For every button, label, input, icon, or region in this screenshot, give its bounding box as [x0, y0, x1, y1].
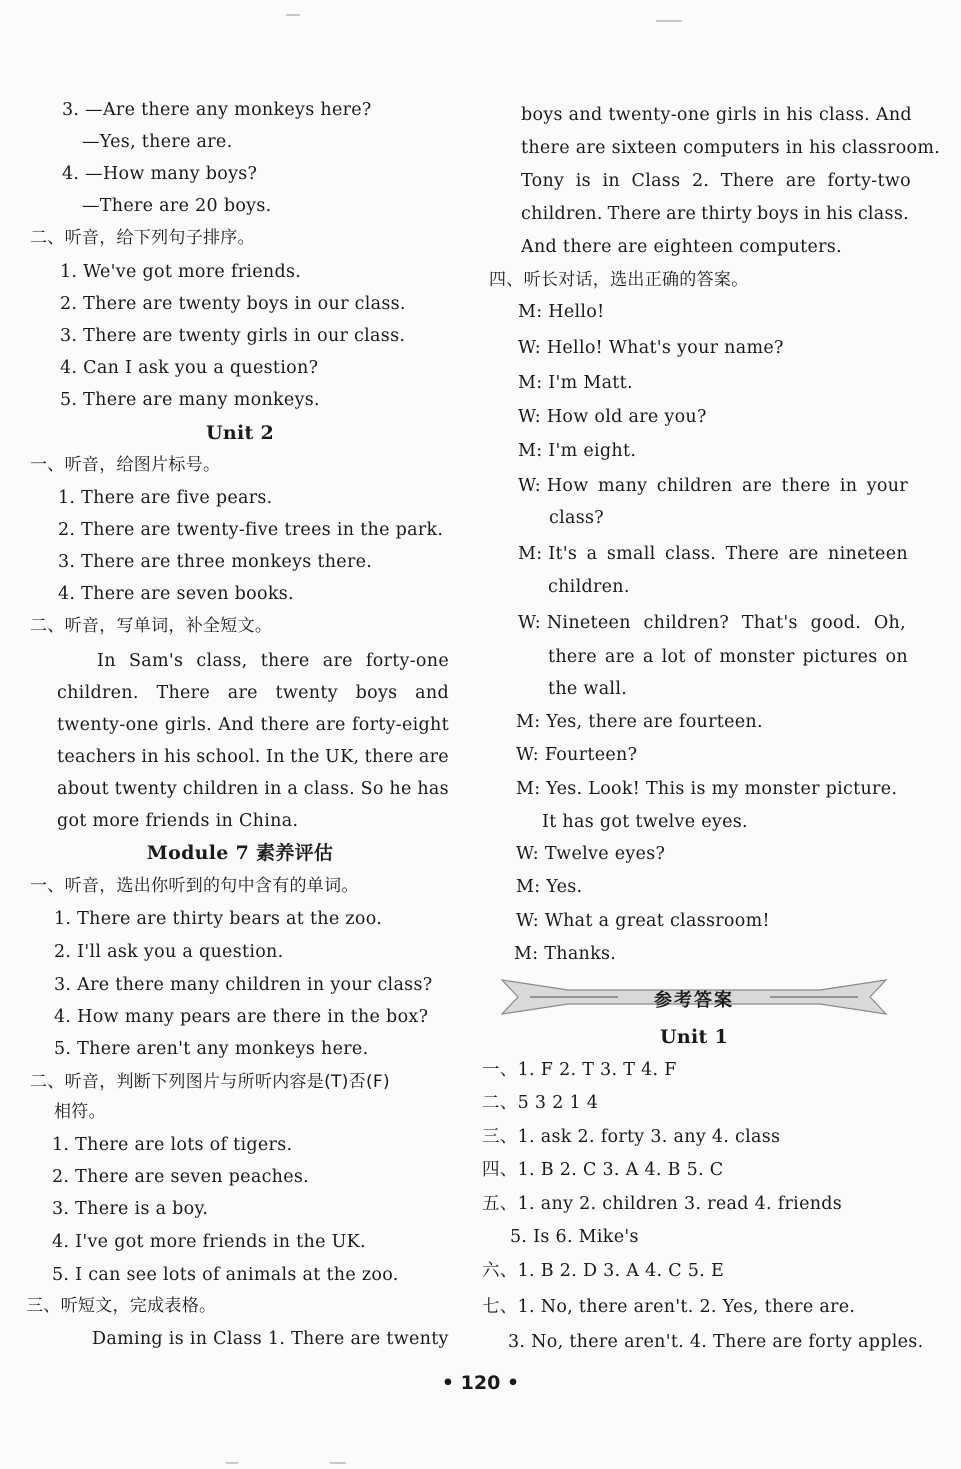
text-line: 2. There are twenty boys in our class.: [60, 294, 406, 314]
dialogue-line: class?: [549, 508, 604, 528]
section-heading: 四、听长对话，选出正确的答案。: [489, 270, 749, 290]
text-line: boys and twenty-one girls in his class. And: [521, 105, 912, 125]
section-heading: 一、听音，选出你听到的句中含有的单词。: [30, 876, 359, 896]
text-line: 5. There are many monkeys.: [60, 390, 320, 410]
dialogue-line: the wall.: [548, 679, 628, 699]
text-line: 4. I've got more friends in the UK.: [52, 1232, 366, 1252]
scan-mark: [656, 20, 682, 22]
dialogue-line: W: How old are you?: [518, 407, 707, 427]
text-line: children. There are thirty boys in his class.: [521, 204, 909, 224]
dialogue-line: M: Yes. Look! This is my monster picture.: [516, 779, 898, 799]
page-number: • 120 •: [441, 1372, 520, 1394]
text-line: there are sixteen computers in his classroom.: [521, 138, 941, 158]
passage-line: twenty-one girls. And there are forty-eight: [57, 715, 449, 735]
scan-mark: [226, 1462, 238, 1464]
text-line: 4. There are seven books.: [58, 584, 294, 604]
unit-heading: Unit 1: [659, 1026, 728, 1048]
text-line: 1. There are lots of tigers.: [52, 1135, 293, 1155]
dialogue-line: W: How many children are there in your: [518, 476, 908, 496]
text-line: —Yes, there are.: [82, 132, 233, 152]
text-line: 3. —Are there any monkeys here?: [62, 100, 372, 120]
answer-line: 七、1. No, there aren't. 2. Yes, there are.: [482, 1297, 856, 1317]
text-line: 5. There aren't any monkeys here.: [54, 1039, 369, 1059]
section-heading: 二、听音，给下列句子排序。: [30, 228, 255, 248]
dialogue-line: M: Hello!: [518, 302, 605, 322]
dialogue-line: W: What a great classroom!: [516, 911, 770, 931]
text-line: 2. I'll ask you a question.: [54, 942, 284, 962]
dialogue-line: M: It's a small class. There are nineteen: [518, 544, 908, 564]
text-line: 1. There are five pears.: [58, 488, 273, 508]
text-line: And there are eighteen computers.: [521, 237, 842, 257]
passage-line: In Sam's class, there are forty-one: [97, 651, 449, 671]
passage-line: about twenty children in a class. So he has: [57, 779, 449, 799]
answer-line: 六、1. B 2. D 3. A 4. C 5. E: [482, 1261, 725, 1281]
text-line: 2. There are twenty-five trees in the park.: [58, 520, 444, 540]
answer-line: 二、5 3 2 1 4: [482, 1093, 599, 1113]
passage-line: children. There are twenty boys and: [57, 683, 449, 703]
text-line: 4. Can I ask you a question?: [60, 358, 319, 378]
dialogue-line: W: Fourteen?: [516, 745, 638, 765]
scan-mark: [330, 1462, 346, 1464]
text-line: 3. There is a boy.: [52, 1199, 209, 1219]
dialogue-line: M: Yes.: [516, 877, 583, 897]
passage-line: got more friends in China.: [57, 811, 299, 831]
answer-line: 一、1. F 2. T 3. T 4. F: [482, 1060, 677, 1080]
text-line: 1. There are thirty bears at the zoo.: [54, 909, 383, 929]
section-heading: 三、听短文，完成表格。: [26, 1296, 217, 1316]
answer-line: 5. Is 6. Mike's: [510, 1227, 639, 1247]
text-line: 3. There are three monkeys there.: [58, 552, 373, 572]
passage-line: teachers in his school. In the UK, there are: [57, 747, 449, 767]
text-line: —There are 20 boys.: [82, 196, 272, 216]
answer-line: 三、1. ask 2. forty 3. any 4. class: [482, 1127, 781, 1147]
dialogue-line: M: I'm eight.: [518, 441, 637, 461]
text-line: 4. How many pears are there in the box?: [54, 1007, 429, 1027]
dialogue-line: children.: [548, 577, 630, 597]
dialogue-line: M: I'm Matt.: [518, 373, 633, 393]
text-line: 3. There are twenty girls in our class.: [60, 326, 406, 346]
section-heading: 相符。: [54, 1102, 106, 1122]
dialogue-line: W: Nineteen children? That's good. Oh,: [518, 613, 906, 633]
answer-line: 四、1. B 2. C 3. A 4. B 5. C: [482, 1160, 724, 1180]
section-heading: 二、听音，判断下列图片与所听内容是(T)否(F): [30, 1072, 390, 1092]
text-line: 3. Are there many children in your class?: [54, 975, 433, 995]
section-heading: 二、听音，写单词，补全短文。: [30, 616, 273, 636]
text-line: 4. —How many boys?: [62, 164, 258, 184]
text-line: Daming is in Class 1. There are twenty: [92, 1329, 449, 1349]
text-line: 2. There are seven peaches.: [52, 1167, 310, 1187]
dialogue-line: M: Yes, there are fourteen.: [516, 712, 763, 732]
module-heading: Module 7 素养评估: [146, 842, 334, 864]
answer-line: 3. No, there aren't. 4. There are forty apples.: [508, 1332, 924, 1352]
dialogue-line: W: Twelve eyes?: [516, 844, 666, 864]
dialogue-line: W: Hello! What's your name?: [518, 338, 784, 358]
answer-line: 五、1. any 2. children 3. read 4. friends: [482, 1194, 843, 1214]
text-line: 1. We've got more friends.: [60, 262, 302, 282]
answer-key-title: 参考答案: [654, 990, 734, 1011]
text-line: 5. I can see lots of animals at the zoo.: [52, 1265, 399, 1285]
dialogue-line: there are a lot of monster pictures on: [548, 647, 908, 667]
dialogue-line: It has got twelve eyes.: [542, 812, 748, 832]
unit-heading: Unit 2: [205, 422, 274, 444]
dialogue-line: M: Thanks.: [514, 944, 617, 964]
scan-mark: [286, 14, 300, 16]
section-heading: 一、听音，给图片标号。: [30, 455, 221, 475]
text-line: Tony is in Class 2. There are forty-two: [521, 171, 911, 191]
